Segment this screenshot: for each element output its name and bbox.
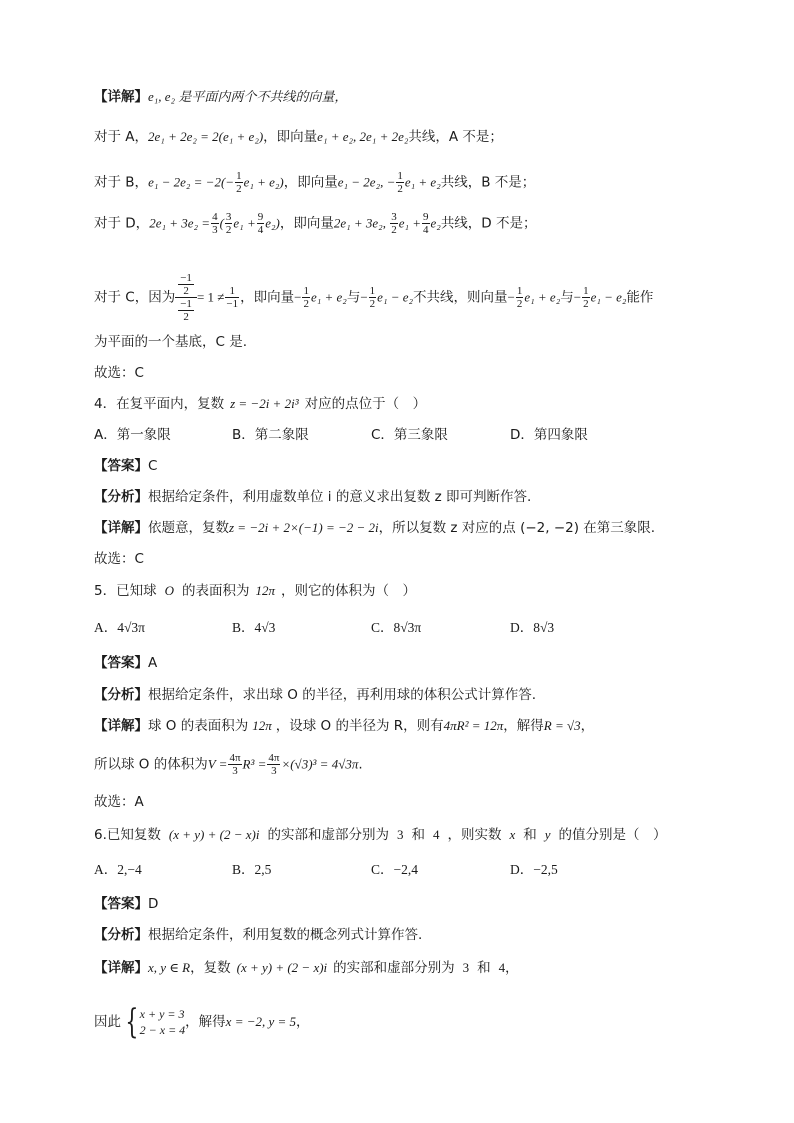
q5-option-a[interactable]: A．4√3π [94, 620, 145, 635]
equation-1: x + y = 3 [139, 1007, 185, 1021]
domain: x, y ∈ R [148, 960, 191, 975]
q3-option-a-line [94, 128, 503, 146]
q3-conclusion: 为平面的一个基底，C 是. [94, 334, 248, 350]
equation-system [140, 1006, 186, 1038]
num: 9 [257, 211, 264, 223]
fraction-four-thirds [211, 211, 219, 236]
q6-system-line [94, 1002, 310, 1042]
text: 共线，D 不是； [440, 215, 537, 232]
text: 5．已知球 [94, 583, 157, 599]
num: 3 [391, 211, 397, 223]
den: 2 [225, 224, 232, 236]
text: 所以球 O 的体积为 [94, 756, 208, 773]
q4-option-a[interactable]: A．第一象限 [94, 427, 171, 443]
q5-choose: 故选：A [94, 794, 144, 810]
q3-choose: 故选：C [94, 365, 144, 381]
num: 4 [212, 211, 218, 223]
r-cubed: R³ = [242, 756, 267, 772]
answer-value: C [148, 458, 158, 474]
vectors-b-end: e₁ + e₂ [404, 174, 441, 190]
q4-detail [94, 519, 655, 537]
fraction-one-half [396, 170, 404, 195]
text: ，解得 [185, 1014, 226, 1030]
text: 的表面积为 [181, 583, 250, 599]
text: 和 [523, 827, 537, 843]
q6-analysis [94, 926, 422, 944]
detail-tag: 【详解】 [94, 89, 148, 105]
compound-fraction [175, 272, 197, 323]
analysis-text: 根据给定条件，利用复数的概念列式计算作答. [148, 927, 423, 943]
var-y: y [544, 827, 551, 842]
text: ，所以复数 z 对应的点 (−2, −2) 在第三象限. [378, 520, 656, 536]
q5-option-b[interactable]: B．4√3 [232, 620, 276, 635]
q6-option-a[interactable]: A．2,−4 [94, 862, 142, 877]
num: 1 [225, 285, 239, 298]
den: 2 [236, 183, 242, 195]
text: 依题意，复数 [148, 520, 229, 536]
volume-v: V = [207, 756, 228, 772]
q5-volume [94, 752, 363, 777]
num: 3 [225, 211, 232, 223]
label-for-d: 对于 D， [94, 215, 150, 232]
num: 1 [369, 285, 376, 297]
den: 2 [183, 311, 189, 323]
vectors-a: e₁ + e₂, 2e₁ + 2e₂ [317, 129, 409, 144]
den: 2 [369, 298, 376, 310]
q4-answer [94, 457, 157, 475]
volume-result: ×(√3)³ = 4√3π [281, 756, 359, 772]
equation-2: 2 − x = 4 [139, 1023, 186, 1037]
q3-option-b-line [94, 170, 535, 195]
fraction-three-halves [225, 211, 233, 236]
value-3: 3 [462, 960, 470, 975]
den: 3 [232, 765, 238, 777]
q6-option-b[interactable]: B．2,5 [232, 862, 272, 877]
den: 2 [583, 298, 589, 310]
num: 4π [229, 752, 241, 764]
q4-option-c[interactable]: C．第三象限 [371, 427, 448, 443]
analysis-tag: 【分析】 [94, 927, 148, 943]
label-for-b: 对于 B， [94, 174, 149, 191]
text: ，复数 [190, 960, 231, 976]
sphere-o: O [164, 583, 174, 598]
num: −1 [180, 298, 192, 310]
text: ，解得 [503, 718, 544, 734]
detail-tag: 【详解】 [94, 960, 148, 976]
answer-tag: 【答案】 [94, 458, 148, 474]
area: 12π [252, 718, 272, 733]
analysis-text: 根据给定条件，求出球 O 的半径，再利用球的体积公式计算作答. [148, 687, 536, 703]
text: ， [296, 1014, 310, 1030]
q6-detail [94, 959, 518, 977]
text: 6.已知复数 [94, 827, 161, 843]
q5-analysis [94, 686, 536, 704]
text: 和 [411, 827, 425, 843]
radius: R = √3 [543, 718, 581, 733]
text: 因此 [94, 1014, 121, 1030]
den: 4 [423, 224, 429, 236]
text: 对应的点位于（ ） [304, 396, 427, 412]
q5-detail [94, 717, 594, 735]
analysis-tag: 【分析】 [94, 489, 148, 505]
answer-tag: 【答案】 [94, 655, 148, 671]
den: −1 [226, 298, 239, 310]
equation: 4πR² = 12π [443, 718, 504, 733]
text: 共线，B 不是； [440, 174, 536, 191]
text: 与 [346, 289, 361, 306]
compound-num [175, 272, 197, 298]
text: 的实部和虚部分别为 [333, 960, 455, 976]
den: 3 [212, 224, 218, 236]
q6-option-d[interactable]: D．−2,5 [510, 862, 558, 877]
num: 1 [236, 170, 242, 182]
q5-option-d[interactable]: D．8√3 [510, 620, 555, 635]
analysis-tag: 【分析】 [94, 687, 148, 703]
answer-value: D [148, 896, 159, 912]
text: 的实部和虚部分别为 [267, 827, 389, 843]
fraction-nine-quarters [257, 211, 265, 236]
den: 2 [303, 298, 309, 310]
text: 共线，A 不是； [408, 129, 503, 145]
den: 2 [183, 285, 189, 297]
label-for-a: 对于 A， [94, 129, 149, 145]
complex: (x + y) + (2 − x)i [168, 827, 260, 842]
analysis-text: 根据给定条件，利用虚数单位 i 的意义求出复数 z 即可判断作答. [148, 489, 532, 505]
text: ，即向量 [263, 129, 318, 145]
left-brace-icon: { [125, 1002, 139, 1042]
text: ，即向量 [240, 289, 295, 306]
detail-tag: 【详解】 [94, 718, 148, 734]
q6-option-c[interactable]: C．−2,4 [371, 862, 418, 877]
text: ，设球 O 的半径为 R，则有 [275, 718, 444, 734]
var-x: x [509, 827, 516, 842]
text: 4．在复平面内，复数 [94, 396, 225, 412]
fraction-one-over-neg-one [225, 285, 239, 310]
text: 与 [560, 289, 574, 306]
equation-b: e₁ − 2e₂ = −2(− [148, 174, 235, 190]
fraction-three-halves [390, 211, 398, 236]
q5-option-c[interactable]: C．8√3π [371, 620, 422, 635]
q5-stem [94, 582, 416, 600]
q4-analysis [94, 488, 531, 506]
equation-a: 2e₁ + 2e₂ = 2(e₁ + e₂) [148, 129, 264, 144]
text: 球 O 的表面积为 [148, 718, 249, 734]
den: 2 [397, 183, 403, 195]
text: 能作 [626, 289, 654, 306]
den: 4 [257, 224, 264, 236]
value-3: 3 [396, 827, 404, 842]
complex-z: z = −2i + 2i³ [230, 396, 299, 411]
num: −1 [180, 272, 192, 284]
num: 1 [516, 285, 523, 297]
q3-option-d-line: 对于 D，2e₁ + 3e₂ = $\frac{4}{3}$ ( $\frac{3}{2}$ e₁ + $\frac{9}{4}$ e₂)，即向量2e₁ + 3e₂, $\frac{3}{2}$ e₁ + $\frac{9}{4}$ e₂共线，D 不是； [94, 211, 537, 236]
fraction-one-half [235, 170, 243, 195]
vector-e1-e2: e₁, e₂ 是平面内两个不共线的向量， [148, 89, 348, 104]
fraction-nine-quarters [422, 211, 430, 236]
q4-option-d[interactable]: D．第四象限 [510, 427, 588, 443]
den: 3 [271, 765, 277, 777]
q3-detail-line1 [94, 88, 347, 106]
num: 1 [303, 285, 309, 297]
text: 不共线，则向量 [413, 289, 508, 306]
num: 9 [423, 211, 429, 223]
text: ， [580, 718, 595, 734]
complex: (x + y) + (2 − x)i [236, 960, 328, 975]
answer-value: A [148, 655, 158, 671]
q4-stem [94, 395, 426, 413]
equation-d: 2e₁ + 3e₂ = [149, 215, 211, 231]
q4-choose: 故选：C [94, 551, 144, 567]
q4-option-b[interactable]: B．第二象限 [232, 427, 309, 443]
text: 的值分别是（ ） [558, 827, 667, 843]
num: 1 [397, 170, 403, 182]
answer-tag: 【答案】 [94, 896, 148, 912]
label-for-c: 对于 C，因为 [94, 289, 176, 306]
text: ，即向量 [279, 215, 334, 232]
text: ，则实数 [447, 827, 502, 843]
num: 4π [268, 752, 280, 764]
den: 2 [391, 224, 397, 236]
area-value: 12π [255, 583, 275, 598]
num: 1 [583, 285, 589, 297]
detail-tag: 【详解】 [94, 520, 148, 536]
value-4: 4， [498, 960, 519, 975]
equals-not: = 1 ≠ [196, 289, 225, 305]
q6-answer [94, 895, 158, 913]
text: . [358, 756, 363, 773]
value-4: 4 [432, 827, 440, 842]
compound-den [175, 298, 197, 323]
vectors-b: e₁ − 2e₂, − [337, 174, 396, 190]
q6-stem [94, 826, 667, 844]
text: ，则它的体积为（ ） [281, 583, 416, 599]
text: ，即向量 [283, 174, 338, 191]
solution: x = −2, y = 5 [225, 1014, 297, 1029]
q3-option-c-line: 对于 C，因为 $\frac{\frac{-1}{2}}{\frac{-1}{2}}$ = 1 ≠ $\frac{1}{-1}$ ，即向量− $\frac{1}{2}$ e₁ + e₂与− $\frac{1}{2}$ e₁ − e₂不共线，则向量− $\frac{1}{2}$ e₁ + e₂与− $\frac{1}{2}$ e₁ − e₂能作 [94, 272, 654, 323]
q5-answer [94, 654, 157, 672]
text: 和 [477, 960, 491, 976]
equation-b-end: e₁ + e₂) [243, 174, 284, 190]
den: 2 [516, 298, 523, 310]
equation: z = −2i + 2×(−1) = −2 − 2i [229, 520, 379, 535]
